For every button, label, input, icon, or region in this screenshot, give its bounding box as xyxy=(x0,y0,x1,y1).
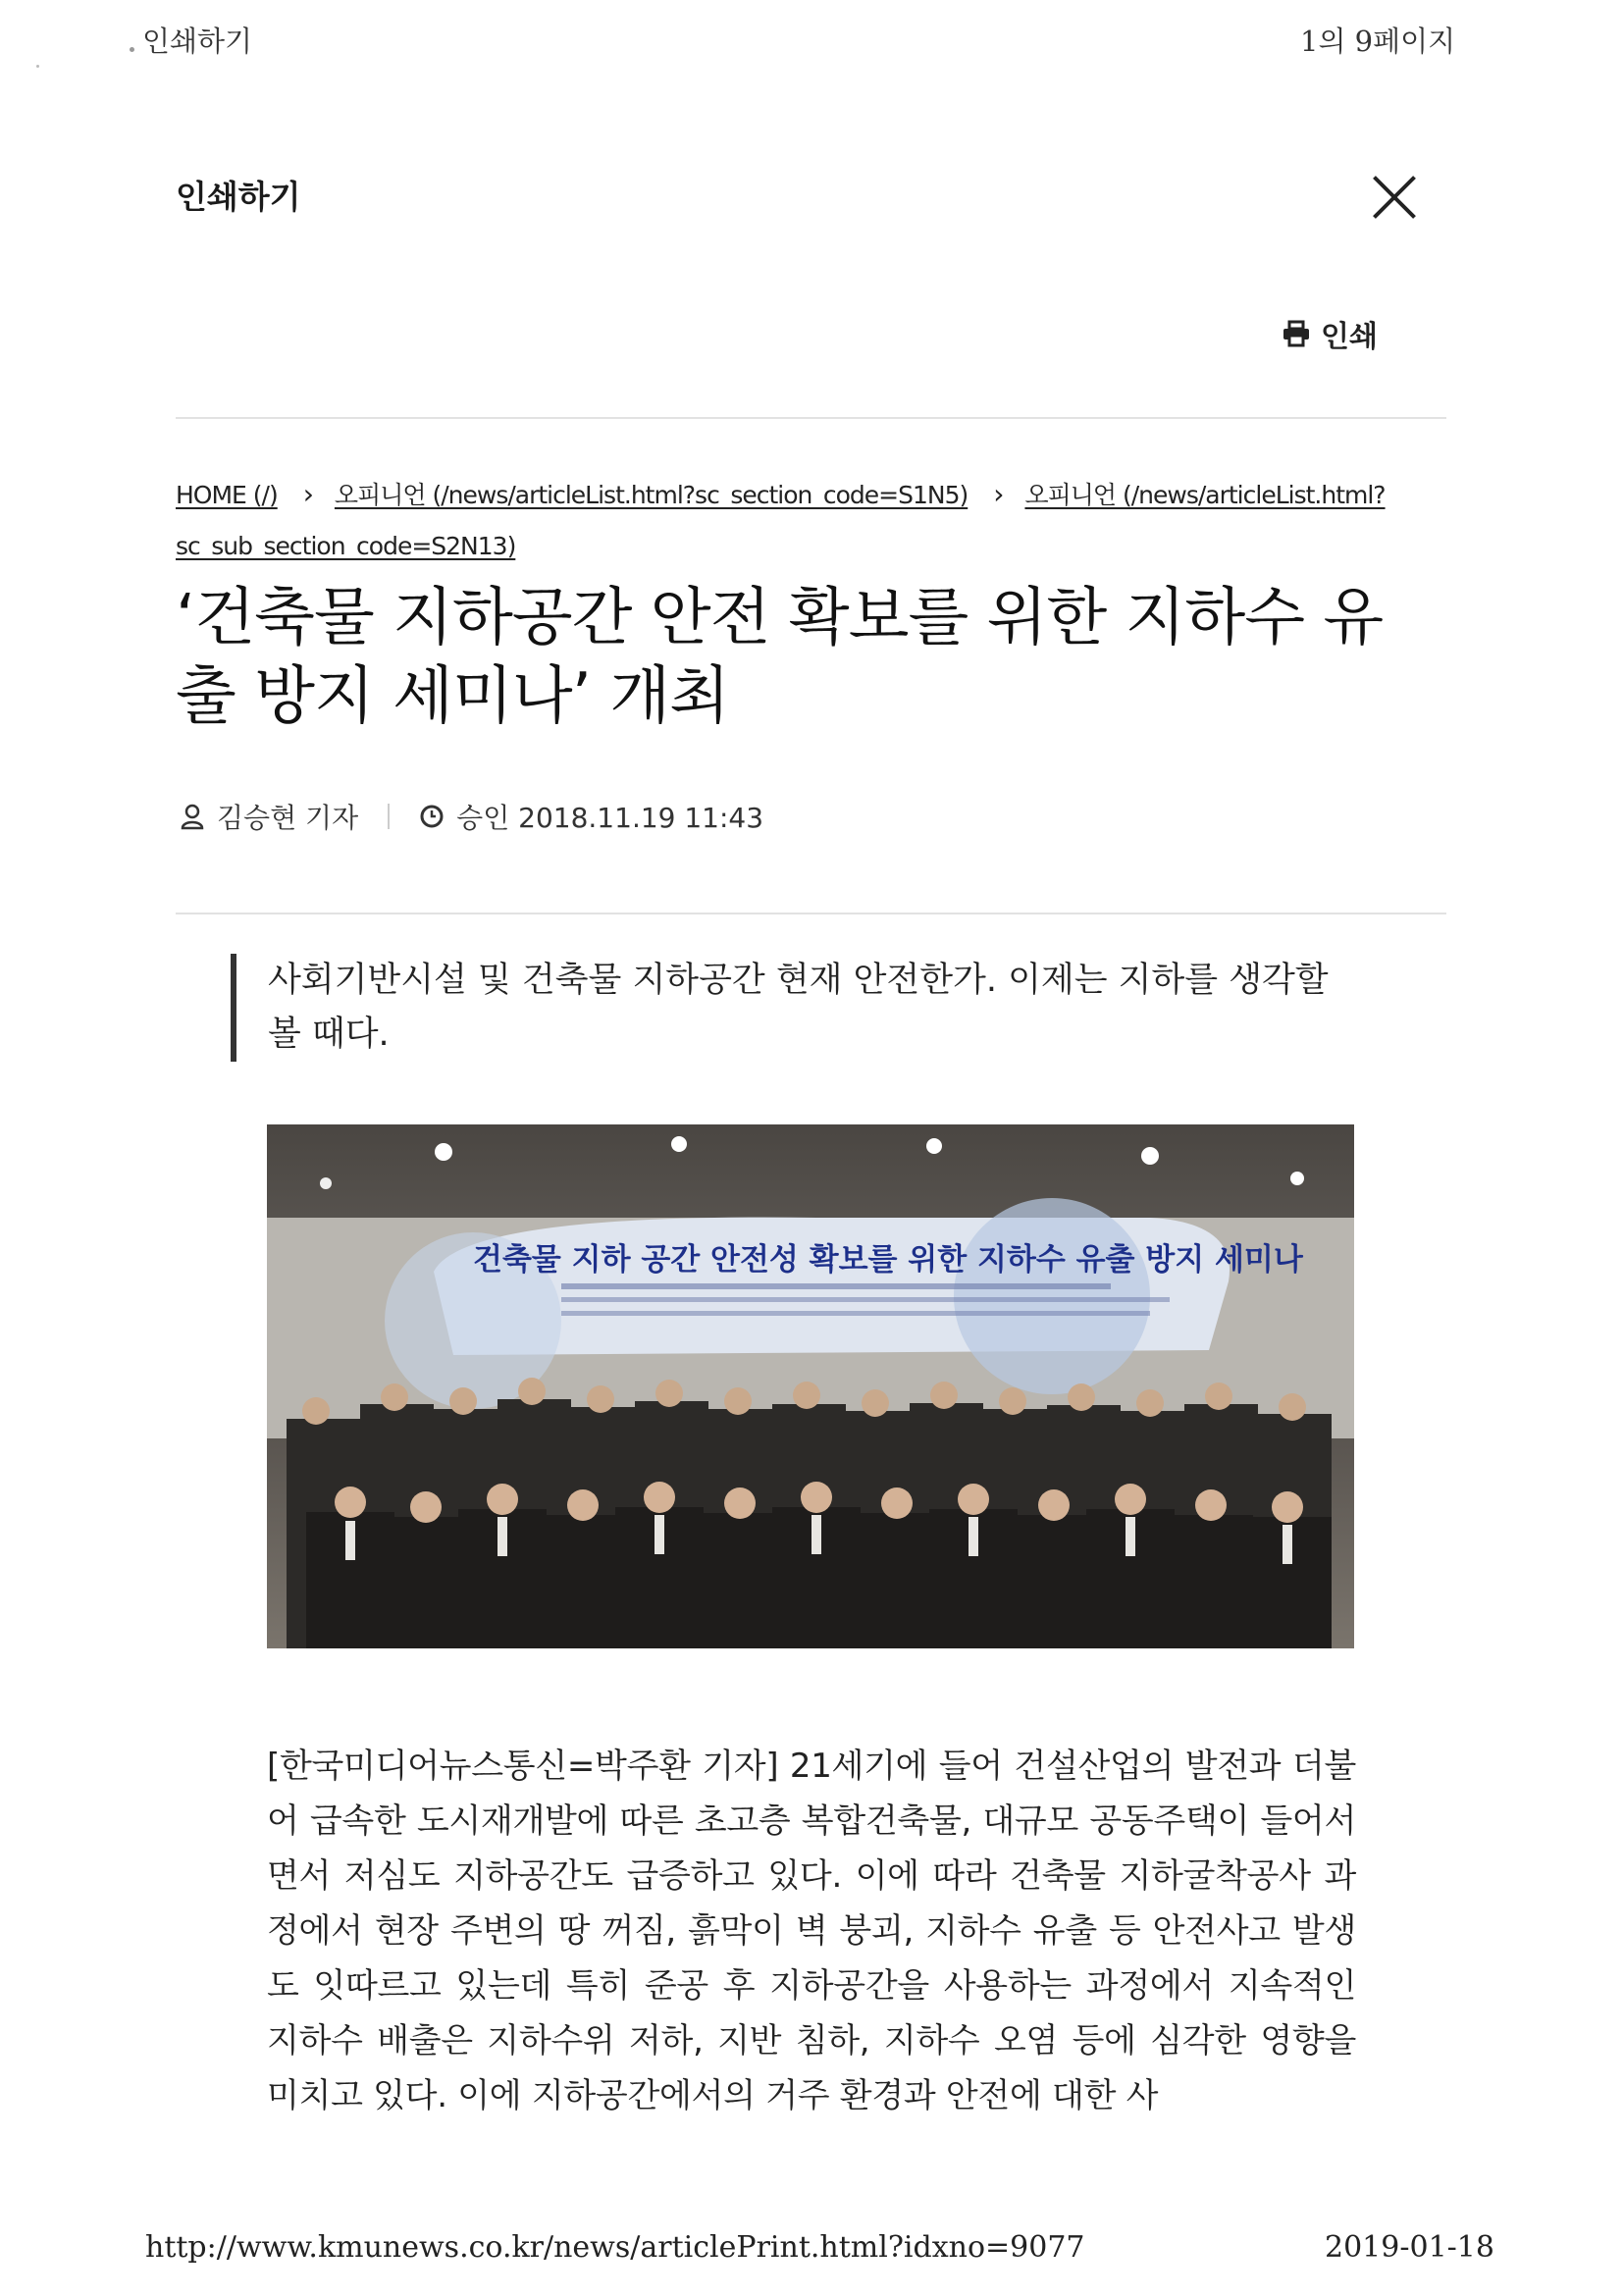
article-approved-time: 승인 2018.11.19 11:43 xyxy=(456,802,764,834)
breadcrumb-home-link[interactable]: HOME (/) xyxy=(176,481,278,509)
browser-footer-url: http://www.kmunews.co.kr/news/articlePrint.html?idxno=9077 xyxy=(145,2230,1085,2265)
modal-title: 인쇄하기 xyxy=(176,178,301,216)
meta-separator xyxy=(388,804,390,829)
banner-text: 건축물 지하 공간 안전성 확보를 위한 지하수 유출 방지 세미나 xyxy=(473,1242,1303,1278)
chevron-right-icon: › xyxy=(993,478,1004,510)
printer-icon xyxy=(1282,320,1311,347)
browser-footer-date: 2019-01-18 xyxy=(1325,2230,1494,2265)
article-headline: ‘건축물 지하공간 안전 확보를 위한 지하수 유출 방지 세미나’ 개최 xyxy=(176,582,1384,733)
divider xyxy=(176,417,1446,419)
scan-speck xyxy=(130,47,134,52)
scan-speck xyxy=(36,65,39,68)
breadcrumb xyxy=(176,469,1412,572)
article-meta xyxy=(180,797,763,836)
article-body: [한국미디어뉴스통신=박주환 기자] 21세기에 들어 건설산업의 발전과 더불어 급속한 도시재개발에 따른 초고층 복합건축물, 대규모 공동주택이 들어서면서 저심도 지하공간도 급증하고 있다. 이에 따라 건축물 지하굴착공사 과정에서 현장 주변의 땅 꺼짐, 흙막이 벽 붕괴, 지하수 유출 등 안전사고 발생도 잇따르고 있는데 특히 준공 후 지하공간을 사용하는 과정에서 지속적인 지하수 배출은 지하수위 저하, 지반 침하, 지하수 오염 등에 심각한 영향을 미치고 있다. 이에 지하공간에서의 거주 환경과 안전에 대한 사 xyxy=(267,1747,1356,2115)
article-lead-quote: 사회기반시설 및 건축물 지하공간 현재 안전한가. 이제는 지하를 생각할 볼 때다. xyxy=(231,954,1367,1062)
print-button[interactable] xyxy=(1282,312,1378,355)
article-photo xyxy=(267,1124,1354,1648)
browser-header-title: 인쇄하기 xyxy=(142,25,253,58)
clock-icon xyxy=(419,804,445,829)
print-label: 인쇄 xyxy=(1321,320,1378,354)
user-icon xyxy=(180,803,205,830)
article-author: 김승현 기자 xyxy=(217,802,359,834)
chevron-right-icon: › xyxy=(302,478,313,510)
breadcrumb-opinion-sub-link[interactable]: 오피니언 (/news/articleList.html?sc_sub_section_code=S2N13) xyxy=(176,481,1386,560)
divider xyxy=(176,913,1446,914)
browser-header-page-count: 1의 9페이지 xyxy=(1300,25,1456,58)
breadcrumb-opinion-link[interactable]: 오피니언 (/news/articleList.html?sc_section_code=S1N5) xyxy=(334,481,969,509)
close-icon[interactable] xyxy=(1372,175,1417,220)
